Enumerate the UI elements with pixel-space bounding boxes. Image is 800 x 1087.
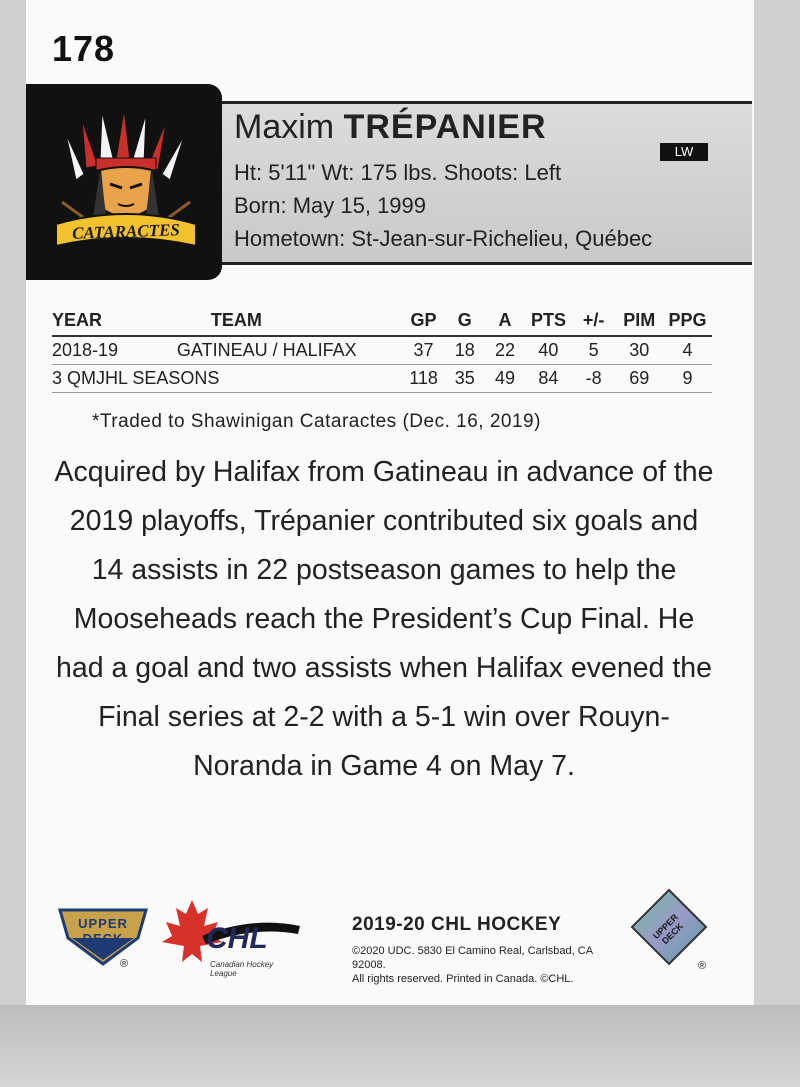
player-last-name: TRÉPANIER [343, 108, 547, 146]
header-pim: PIM [615, 310, 663, 336]
cell-ppg: 9 [663, 365, 712, 393]
cell-ppg: 4 [663, 336, 712, 365]
bio-born: Born: May 15, 1999 [234, 193, 427, 218]
registered-mark: ® [120, 958, 129, 970]
team-logo-block [26, 84, 222, 280]
cell-gp: 37 [402, 336, 444, 365]
legal-text [352, 944, 602, 986]
header-team: TEAM [141, 310, 403, 336]
stats-header-row [52, 310, 712, 336]
position-badge: LW [660, 143, 708, 161]
scan-background [0, 1005, 800, 1087]
cell-plus-minus: 5 [572, 336, 616, 365]
cell-pim: 69 [615, 365, 663, 393]
header-gp: GP [402, 310, 444, 336]
cell-g: 35 [445, 365, 485, 393]
header-ppg: PPG [663, 310, 712, 336]
bio-measurements: Ht: 5'11" Wt: 175 lbs. Shoots: Left [234, 160, 562, 185]
upper-deck-wordmark: UPPER DECK [78, 916, 128, 946]
player-blurb: Acquired by Halifax from Gatineau in advance of the 2019 playoffs, Trépanier contributed six goals and 14 assists in 22 postseason games to help the Mooseheads reach the President’s Cup Final. He had a goal and two assists when Halifax evened the Final series at 2-2 with a 5-1 win over Rouyn-Noranda in Game 4 on May 7. [54, 456, 714, 782]
header-plus-minus: +/- [572, 310, 616, 336]
hologram-text: UPPER DECK [650, 911, 686, 947]
cell-a: 49 [485, 365, 525, 393]
cell-year: 2018-19 [52, 336, 141, 365]
cell-a: 22 [485, 336, 525, 365]
table-row [52, 365, 712, 393]
cell-pim: 30 [615, 336, 663, 365]
header-year: YEAR [52, 310, 141, 336]
player-name [234, 108, 547, 147]
cell-g: 18 [445, 336, 485, 365]
chl-wordmark: CHL [206, 922, 268, 955]
chl-subtext: Canadian Hockey League [210, 960, 274, 978]
card-number: 178 [52, 28, 116, 69]
team-logo-wordmark: CATARACTES [71, 220, 181, 243]
header-g: G [445, 310, 485, 336]
cell-plus-minus: -8 [572, 365, 616, 393]
registered-mark: ® [698, 960, 707, 972]
chl-logo [162, 896, 302, 978]
stats-table [52, 310, 712, 393]
set-title: 2019-20 CHL HOCKEY [352, 914, 562, 935]
header-a: A [485, 310, 525, 336]
upper-deck-logo [58, 904, 148, 966]
trade-footnote: *Traded to Shawinigan Cataractes (Dec. 16, 2019) [92, 411, 541, 432]
legal-line-2: All rights reserved. Printed in Canada. ©CHL. [352, 973, 574, 985]
header-pts: PTS [525, 310, 572, 336]
cataractes-logo-icon [26, 84, 222, 280]
cell-year: 3 QMJHL SEASONS [52, 365, 402, 393]
legal-line-1: ©2020 UDC. 5830 El Camino Real, Carlsbad, CA 92008. [352, 945, 593, 971]
cell-pts: 84 [525, 365, 572, 393]
player-first-name: Maxim [234, 108, 335, 146]
cell-team: GATINEAU / HALIFAX [141, 336, 403, 365]
cell-pts: 40 [525, 336, 572, 365]
bio-hometown: Hometown: St-Jean-sur-Richelieu, Québec [234, 226, 653, 251]
hologram [630, 888, 708, 966]
cell-gp: 118 [402, 365, 444, 393]
table-row [52, 336, 712, 365]
